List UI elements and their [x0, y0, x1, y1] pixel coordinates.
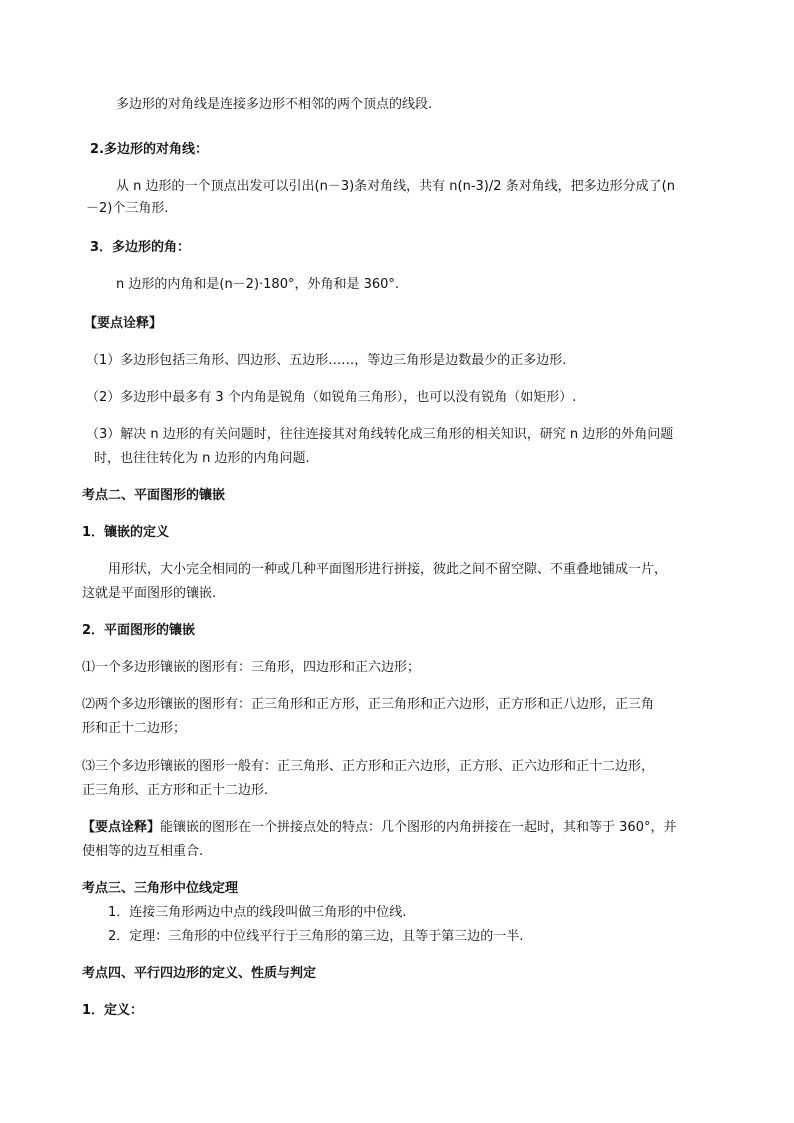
note-paragraph: [82, 819, 676, 837]
paragraph-line: 用形状，大小完全相同的一种或几种平面图形进行拼接，彼此之间不留空隙、不重叠地铺成一片，: [108, 562, 668, 577]
list-item-continuation: 时，也往往转化为 n 边形的内角问题.: [94, 451, 310, 466]
topic-heading: 考点四、平行四边形的定义、性质与判定: [82, 966, 317, 981]
list-item-continuation: 正三角形、正方形和正十二边形.: [82, 783, 269, 798]
paragraph-line: 使相等的边互相重合.: [82, 844, 204, 859]
section-heading: 3．多边形的角：: [90, 240, 191, 255]
paragraph-line: 这就是平面图形的镶嵌.: [82, 586, 217, 601]
topic-heading: 考点二、平面图形的镶嵌: [82, 488, 226, 503]
section-heading: 1．定义：: [82, 1003, 144, 1018]
list-item: ⑶三个多边形镶嵌的图形一般有：正三角形、正方形和正六边形，正方形、正六边形和正十二边形，: [82, 759, 655, 774]
list-item: ⑵两个多边形镶嵌的图形有：正三角形和正方形，正三角形和正六边形，正方形和正八边形，正三角: [82, 697, 655, 712]
list-item: ⑴一个多边形镶嵌的图形有：三角形，四边形和正六边形；: [82, 660, 421, 675]
list-item: （2）多边形中最多有 3 个内角是锐角（如锐角三角形），也可以没有锐角（如矩形）.: [86, 390, 577, 405]
list-item: 1．连接三角形两边中点的线段叫做三角形的中位线.: [108, 905, 407, 920]
paragraph-line: 多边形的对角线是连接多边形不相邻的两个顶点的线段.: [116, 97, 433, 112]
note-heading: 【要点诠释】: [82, 820, 161, 835]
paragraph-line: 从 n 边形的一个顶点出发可以引出(n－3)条对角线，共有 n(n-3)/2 条对角线，把多边形分成了(n: [116, 179, 675, 194]
paragraph-line: n 边形的内角和是(n－2)·180°，外角和是 360°.: [116, 277, 400, 292]
list-item: （3）解决 n 边形的有关问题时，往往连接其对角线转化成三角形的相关知识，研究 n 边形的外角问题: [86, 427, 674, 442]
note-heading: 【要点诠释】: [84, 316, 163, 331]
section-heading: 2.多边形的对角线：: [90, 142, 208, 157]
list-item: （1）多边形包括三角形、四边形、五边形……，等边三角形是边数最少的正多边形.: [86, 353, 567, 368]
topic-heading: 考点三、三角形中位线定理: [82, 881, 239, 896]
paragraph-line: －2)个三角形.: [86, 201, 169, 216]
list-item: 2．定理：三角形的中位线平行于三角形的第三边，且等于第三边的一半.: [108, 929, 524, 944]
section-heading: 2．平面图形的镶嵌: [82, 623, 196, 638]
section-heading: 1．镶嵌的定义: [82, 525, 170, 540]
note-text: 能镶嵌的图形在一个拼接点处的特点：几个图形的内角拼接在一起时，其和等于 360°，并: [160, 820, 677, 835]
list-item-continuation: 形和正十二边形；: [82, 721, 187, 736]
